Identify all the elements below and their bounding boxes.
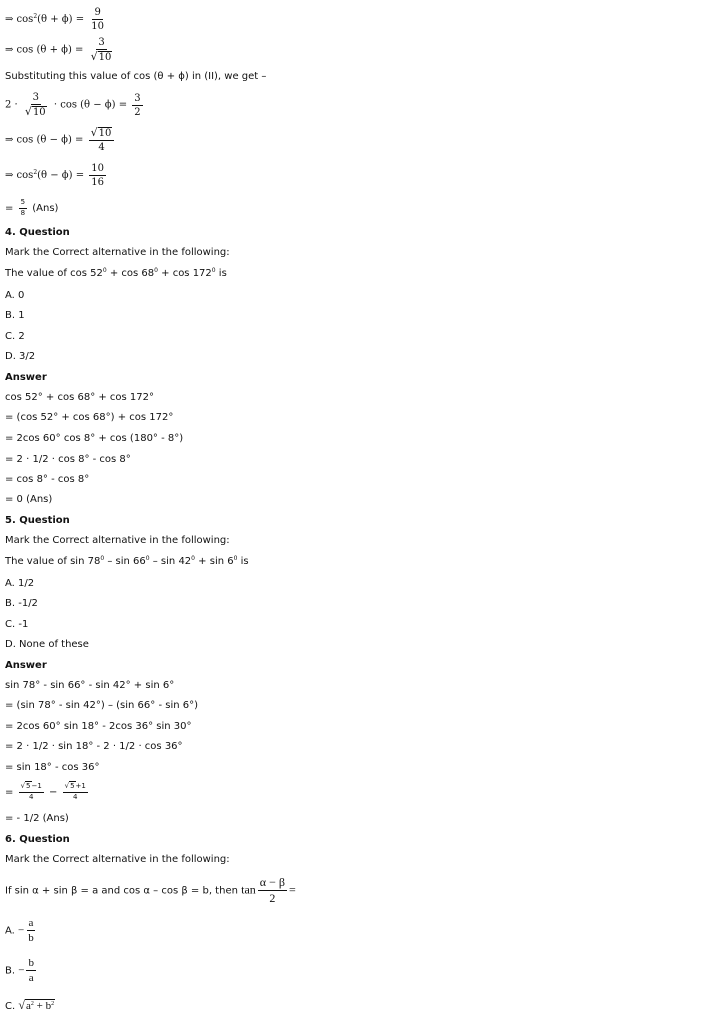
question-4-step: = cos 8° - cos 8° xyxy=(5,474,90,485)
substitution-text: Substituting this value of cos (θ + ϕ) in (II), we get – xyxy=(5,71,267,82)
question-4-step: = 2cos 60° cos 8° + cos (180° - 8°) xyxy=(5,433,184,444)
equation-line-7: = $\frac{5}{8}$ (Ans) xyxy=(5,198,59,217)
question-4-title: 4. Question xyxy=(5,227,70,238)
equation-line-1: ⇒ $\cos^2(\theta + \phi)$ = $\frac{9}{10}$ xyxy=(5,7,104,32)
question-5-step: = 2 · 1/2 · sin 18° - 2 · 1/2 · cos 36° xyxy=(5,741,183,752)
question-5-step: = 2cos 60° sin 18° - 2cos 36° sin 30° xyxy=(5,721,192,732)
question-6-option-a: A. − $\frac{a}{b}$ xyxy=(5,917,34,945)
question-5-step: sin 78° - sin 66° - sin 42° + sin 6° xyxy=(5,680,175,691)
question-5-option-a: A. 1/2 xyxy=(5,578,35,589)
question-5-option-c: C. -1 xyxy=(5,619,29,630)
question-6-option-b: B. − $\frac{b}{a}$ xyxy=(5,957,34,985)
question-4-option-d: D. 3/2 xyxy=(5,351,36,362)
question-6-stem: If sin α + sin β = a and cos α – cos β = b, then tan $\frac{\alpha - \beta}{2}$ = xyxy=(5,875,296,906)
question-6-option-c: C. $√a^2 + b^2$ xyxy=(5,998,55,1012)
question-4-step: = (cos 52° + cos 68°) + cos 172° xyxy=(5,412,174,423)
question-5-option-b: B. -1/2 xyxy=(5,598,38,609)
question-5-stem: The value of $\sin 78^0 - \sin 66^0 - \sin 42^0 + \sin 6^0$ is xyxy=(5,555,249,567)
question-4-option-b: B. 1 xyxy=(5,310,25,321)
question-4-option-a: A. 0 xyxy=(5,290,25,301)
question-5-answer-label: Answer xyxy=(5,660,47,671)
equation-line-2: ⇒ cos (θ + ϕ) = $\frac{3}{√10}$ xyxy=(5,37,112,63)
question-4-step: = 2 · 1/2 · cos 8° - cos 8° xyxy=(5,454,131,465)
question-5-step: = (sin 78° - sin 42°) – (sin 66° - sin 6°) xyxy=(5,700,199,711)
equation-line-5: ⇒ cos (θ − ϕ) = $\frac{√10}{4}$ xyxy=(5,127,116,153)
question-5-step: = sin 18° - cos 36° xyxy=(5,762,100,773)
question-4-step: cos 52° + cos 68° + cos 172° xyxy=(5,392,155,403)
equation-line-4: 2 · $\frac{3}{√10}$ · cos (θ − ϕ) = $\frac{3}{2}$ xyxy=(5,92,141,118)
question-5-fraction-step: = $\frac{√5-1}{4}$ − $\frac{√5+1}{4}$ xyxy=(5,782,86,801)
question-5-option-d: D. None of these xyxy=(5,639,89,650)
question-4-answer-label: Answer xyxy=(5,372,47,383)
question-4-stem: The value of $\cos 52^0 + \cos 68^0 + \cos 172^0$ is xyxy=(5,267,227,279)
question-6-instruction: Mark the Correct alternative in the following: xyxy=(5,854,230,865)
question-4-instruction: Mark the Correct alternative in the following: xyxy=(5,247,230,258)
question-4-step: = 0 (Ans) xyxy=(5,494,53,505)
equation-line-6: ⇒ $\cos^2(\theta - \phi)$ = $\frac{10}{16}$ xyxy=(5,163,104,188)
question-5-final: = - 1/2 (Ans) xyxy=(5,813,69,824)
question-6-title: 6. Question xyxy=(5,834,70,845)
question-4-option-c: C. 2 xyxy=(5,331,25,342)
question-5-instruction: Mark the Correct alternative in the following: xyxy=(5,535,230,546)
question-5-title: 5. Question xyxy=(5,515,70,526)
